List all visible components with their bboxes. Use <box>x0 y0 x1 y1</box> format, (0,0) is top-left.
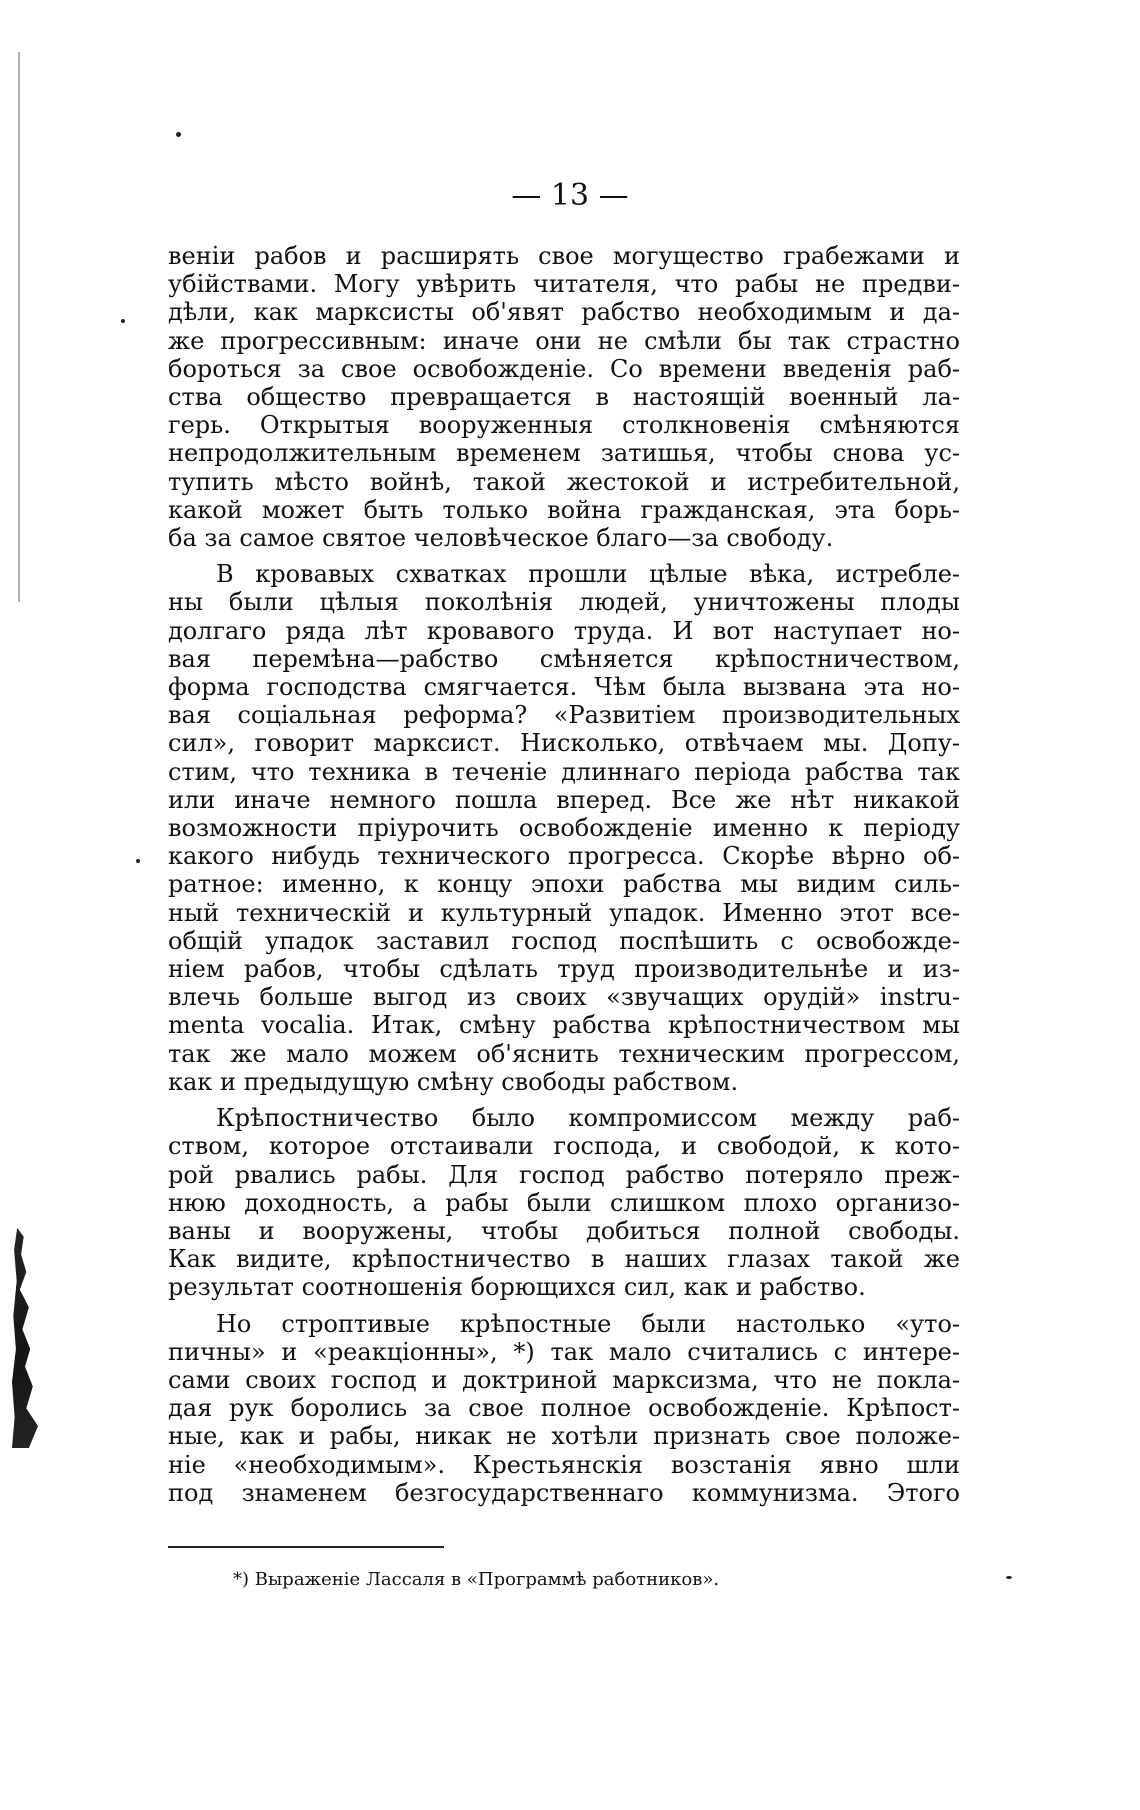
text-line: как и предыдущую смѣну свободы рабством. <box>168 1067 739 1096</box>
text-line: Но строптивые крѣпостные были настолько «уто- <box>216 1309 960 1338</box>
text-line: общій упадок заставил господ поспѣшить с освобожде- <box>168 926 960 955</box>
text-line: же прогрессивным: иначе они не смѣли бы так страстно <box>168 326 960 355</box>
text-line: под знаменем безгосударственнаго коммунизма. Этого <box>168 1478 960 1507</box>
text-line: влечь больше выгод из своих «звучащих орудій» instru- <box>168 983 960 1012</box>
text-line: menta vocalia. Итак, смѣну рабства крѣпостничеством мы <box>168 1011 960 1040</box>
text-line: ный техническій и культурный упадок. Именно этот все- <box>168 898 960 927</box>
paragraph-1 <box>168 242 960 552</box>
speck <box>136 859 140 863</box>
ink-blot <box>12 1228 38 1448</box>
text-line: дая рук боролись за свое полное освобожденіе. Крѣпост- <box>168 1394 960 1423</box>
text-line: бороться за свое освобожденіе. Со времени введенія раб- <box>168 354 960 383</box>
text-line: тупить мѣсто войнѣ, такой жестокой и истребительной, <box>168 467 960 496</box>
text-line: ратное: именно, к концу эпохи рабства мы видим силь- <box>168 870 960 899</box>
paragraph-3 <box>168 1104 960 1301</box>
text-line: форма господства смягчается. Чѣм была вызвана эта но- <box>168 673 960 702</box>
text-line: ства общество превращается в настоящій военный ла- <box>168 383 960 412</box>
paragraph-4 <box>168 1310 960 1507</box>
text-line: ніе «необходимым». Крестьянскія возстанія явно шли <box>168 1450 960 1479</box>
text-line: рой рвались рабы. Для господ рабство потеряло преж- <box>168 1160 960 1189</box>
text-line: дѣли, как марксисты об'явят рабство необходимым и да- <box>168 298 960 327</box>
text-line: так же мало можем об'яснить техническим прогрессом, <box>168 1039 960 1068</box>
text-line: ваны и вооружены, чтобы добиться полной свободы. <box>168 1216 960 1245</box>
text-line: ством, которое отстаивали господа, и свободой, к кото- <box>168 1132 960 1161</box>
text-line: какой может быть только война гражданская, эта борь- <box>168 495 960 524</box>
text-line: какого нибудь технического прогресса. Скорѣе вѣрно об- <box>168 842 960 871</box>
text-line: Крѣпостничество было компромиссом между раб- <box>216 1104 960 1133</box>
text-line: или иначе немного пошла вперед. Все же нѣт никакой <box>168 785 960 814</box>
speck <box>121 319 125 323</box>
text-line: результат соотношенія борющихся сил, как и рабство. <box>168 1273 866 1302</box>
page-number: — 13 — <box>511 178 629 213</box>
text-line: пичны» и «реакціонны», *) так мало считались с интере- <box>168 1337 960 1366</box>
text-line: стим, что техника в теченіе длиннаго періода рабства так <box>168 757 960 786</box>
text-line: ніем рабов, чтобы сдѣлать труд производительнѣе и из- <box>168 955 960 984</box>
speck <box>176 132 181 137</box>
text-line: убійствами. Могу увѣрить читателя, что рабы не предви- <box>168 270 960 299</box>
text-line: вая соціальная реформа? «Развитіем производительных <box>168 701 960 730</box>
text-line: ба за самое святое человѣческое благо—за свободу. <box>168 524 834 553</box>
text-line: долгаго ряда лѣт кровавого труда. И вот наступает но- <box>168 616 960 645</box>
text-line: возможности пріурочить освобожденіе именно к періоду <box>168 814 960 843</box>
speck <box>1006 1576 1012 1579</box>
text-line: В кровавых схватках прошли цѣлые вѣка, истребле- <box>216 560 960 589</box>
text-line: герь. Открытыя вооруженныя столкновенія смѣняются <box>168 411 960 440</box>
text-line: сил», говорит марксист. Нисколько, отвѣчаем мы. Допу- <box>168 729 960 758</box>
text-line: веніи рабов и расширять свое могущество грабежами и <box>168 242 960 270</box>
paragraph-2 <box>168 560 960 1096</box>
text-line: ные, как и рабы, никак не хотѣли признать свое положе- <box>168 1422 960 1451</box>
footnote: *) Выраженіе Лассаля в «Программѣ работников». <box>233 1569 720 1590</box>
scan-edge-mark <box>18 52 20 602</box>
text-line: непродолжительным временем затишья, чтобы снова ус- <box>168 439 960 468</box>
text-line: нюю доходность, а рабы были слишком плохо организо- <box>168 1188 960 1217</box>
footnote-rule <box>168 1546 444 1548</box>
text-line: ны были цѣлыя поколѣнія людей, уничтожены плоды <box>168 588 960 617</box>
text-line: Как видите, крѣпостничество в наших глазах такой же <box>168 1245 960 1274</box>
text-line: сами своих господ и доктриной марксизма, что не покла- <box>168 1365 960 1394</box>
text-line: вая перемѣна—рабство смѣняется крѣпостничеством, <box>168 644 960 673</box>
body-text <box>168 242 960 1515</box>
